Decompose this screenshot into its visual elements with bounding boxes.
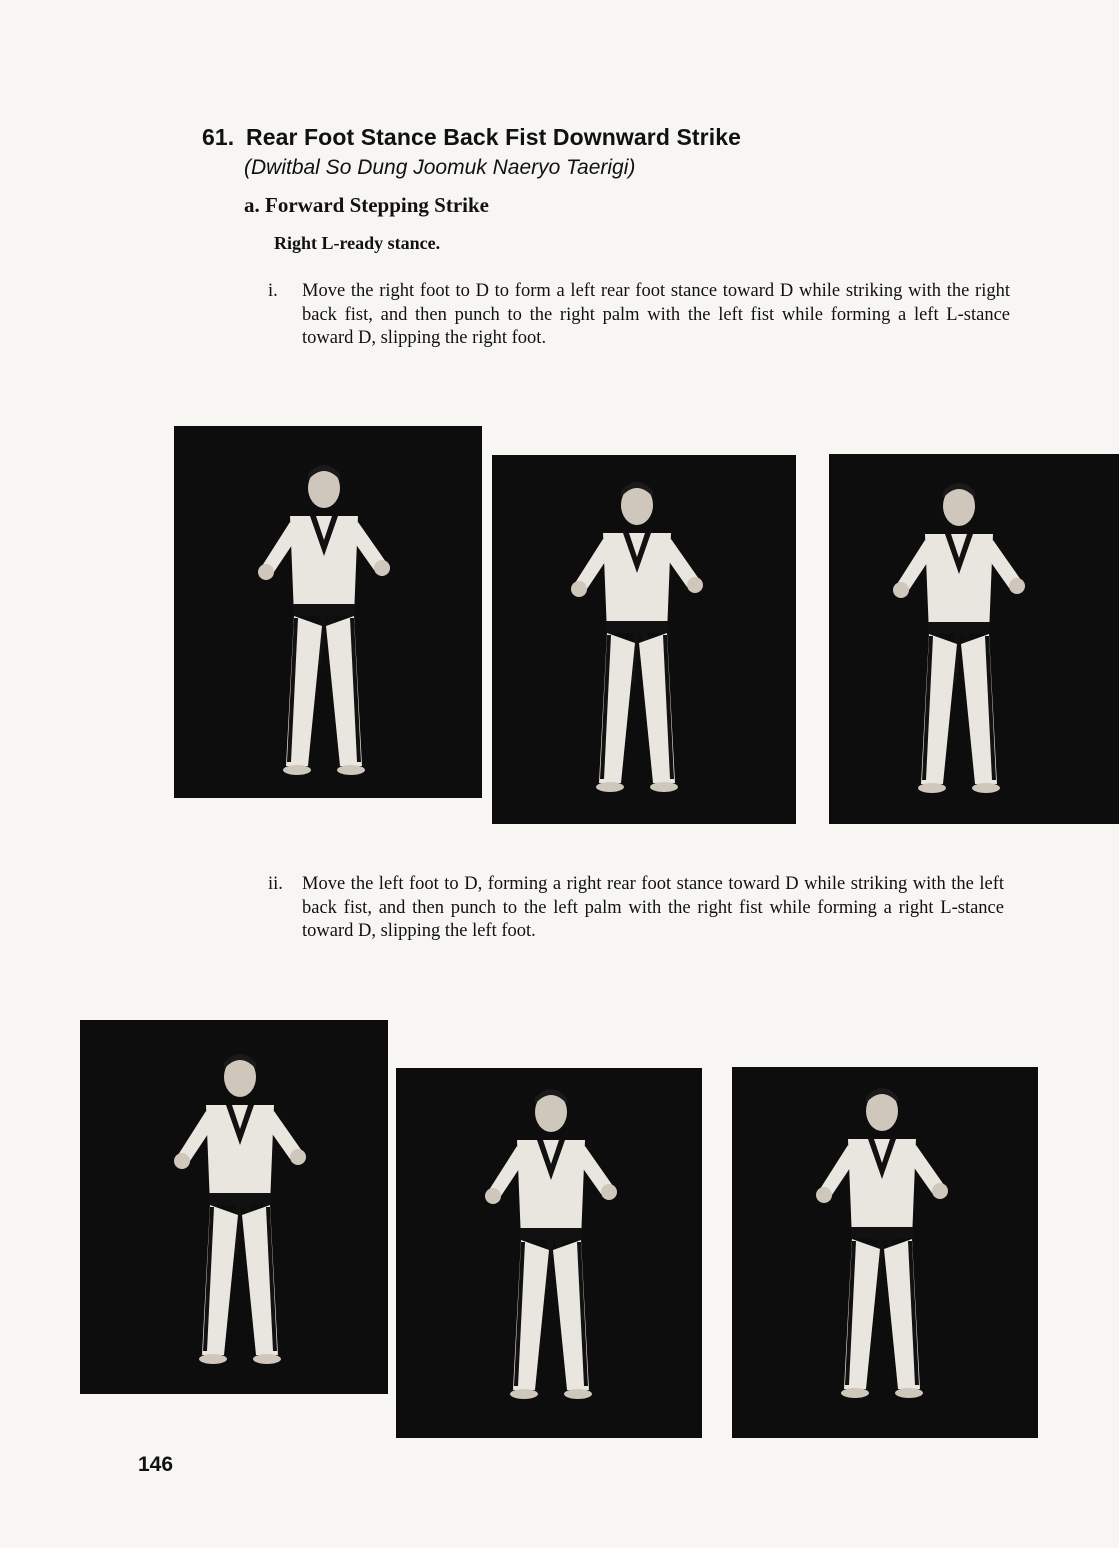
step-i — [268, 280, 1010, 351]
step-i-photo-1 — [174, 426, 482, 798]
practitioner-figure — [80, 1020, 388, 1394]
practitioner-figure — [732, 1067, 1038, 1438]
step-marker: ii. — [268, 874, 283, 894]
step-marker: i. — [268, 281, 278, 301]
section-subtitle: (Dwitbal So Dung Joomuk Naeryo Taerigi) — [244, 156, 636, 179]
practitioner-figure — [492, 455, 796, 824]
step-i-photo-3 — [829, 454, 1119, 824]
practitioner-figure — [174, 426, 482, 798]
practitioner-figure — [396, 1068, 702, 1438]
step-ii-photo-1 — [80, 1020, 388, 1394]
step-ii — [268, 873, 1004, 944]
step-i-photo-2 — [492, 455, 796, 824]
page-number: 146 — [138, 1453, 174, 1476]
section-title — [202, 124, 741, 151]
ready-stance-text: Right L-ready stance. — [274, 233, 441, 253]
step-ii-photo-3 — [732, 1067, 1038, 1438]
section-title-text: Rear Foot Stance Back Fist Downward Strike — [246, 124, 741, 150]
step-text: Move the left foot to D, forming a right rear foot stance toward D while striking with the left back fist, and then punch to the left palm with the right fist while forming a right L-stance toward D, slipping the left foot. — [302, 874, 1004, 941]
practitioner-figure — [829, 454, 1119, 824]
section-number: 61. — [202, 124, 235, 150]
step-ii-photo-2 — [396, 1068, 702, 1438]
step-text: Move the right foot to D to form a left rear foot stance toward D while striking with the right back fist, and then punch to the right palm with the left fist while forming a left L-stance toward D, slipping the right foot. — [302, 281, 1010, 348]
subsection-heading: a. Forward Stepping Strike — [244, 193, 490, 217]
